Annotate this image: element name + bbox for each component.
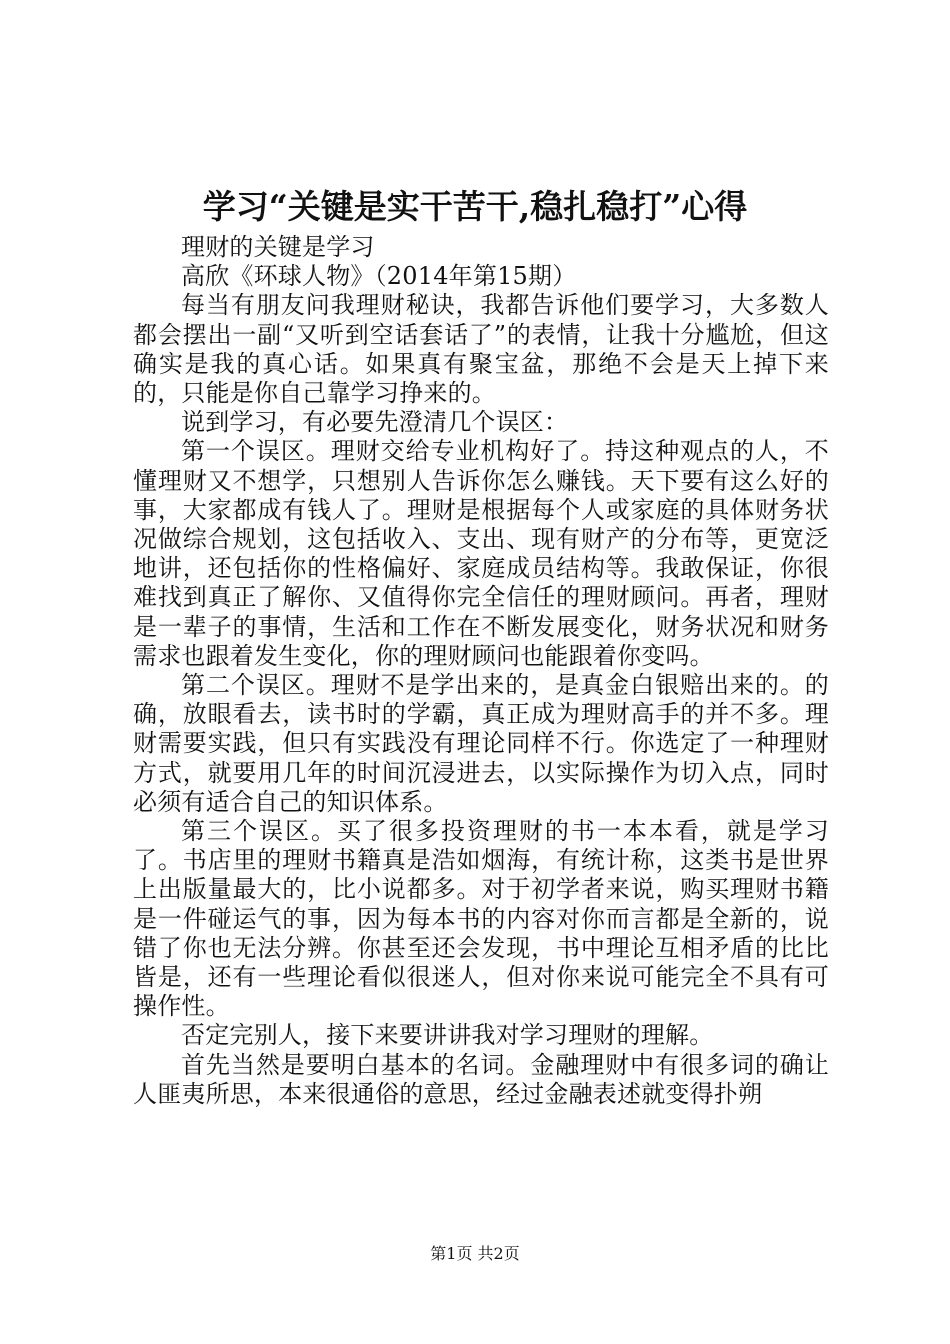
paragraph-misconception-1: 第一个误区。理财交给专业机构好了。持这种观点的人，不懂理财又不想学，只想别人告诉你怎么赚钱。天下要有这么好的事，大家都成有钱人了。理财是根据每个人或家庭的具体财务状况做综合规划，这包括收入、支出、现有财产的分布等，更宽泛地讲，还包括你的性格偏好、家庭成员结构等。我敢保证，你很难找到真正了解你、又值得你完全信任的理财顾问。再者，理财是一辈子的事情，生活和工作在不断发展变化，财务状况和财务需求也跟着发生变化，你的理财顾问也能跟着你变吗。 xyxy=(133,437,829,670)
paragraph-misconception-2: 第二个误区。理财不是学出来的，是真金白银赔出来的。的确，放眼看去，读书时的学霸，真正成为理财高手的并不多。理财需要实践，但只有实践没有理论同样不行。你选定了一种理财方式，就要用几年的时间沉浸进去，以实际操作为切入点，同时必须有适合自己的知识体系。 xyxy=(133,671,829,816)
paragraph-subtitle: 理财的关键是学习 xyxy=(181,233,375,261)
paragraph-misconceptions-lead: 说到学习，有必要先澄清几个误区： xyxy=(181,408,569,437)
paragraph-transition: 否定完别人，接下来要讲讲我对学习理财的理解。 xyxy=(181,1021,714,1050)
document-body xyxy=(133,233,829,1109)
document-title: 学习“关键是实干苦干,稳扎稳打”心得 xyxy=(202,187,748,226)
paragraph-basic-terms: 首先当然是要明白基本的名词。金融理财中有很多词的确让人匪夷所思，本来很通俗的意思，经过金融表述就变得扑朔 xyxy=(133,1050,829,1108)
paragraph-byline: 高欣《环球人物》（2014年第15期） xyxy=(181,262,577,291)
page-number-footer: 第1页 共2页 xyxy=(430,1244,520,1263)
paragraph-intro: 每当有朋友问我理财秘诀，我都告诉他们要学习，大多数人都会摆出一副“又听到空话套话了”的表情，让我十分尴尬，但这确实是我的真心话。如果真有聚宝盆，那绝不会是天上掉下来的，只能是你自己靠学习挣来的。 xyxy=(133,291,829,408)
paragraph-misconception-3: 第三个误区。买了很多投资理财的书一本本看，就是学习了。书店里的理财书籍真是浩如烟海，有统计称，这类书是世界上出版量最大的，比小说都多。对于初学者来说，购买理财书籍是一件碰运气的事，因为每本书的内容对你而言都是全新的，说错了你也无法分辨。你甚至还会发现，书中理论互相矛盾的比比皆是，还有一些理论看似很迷人，但对你来说可能完全不具有可操作性。 xyxy=(133,817,829,1021)
